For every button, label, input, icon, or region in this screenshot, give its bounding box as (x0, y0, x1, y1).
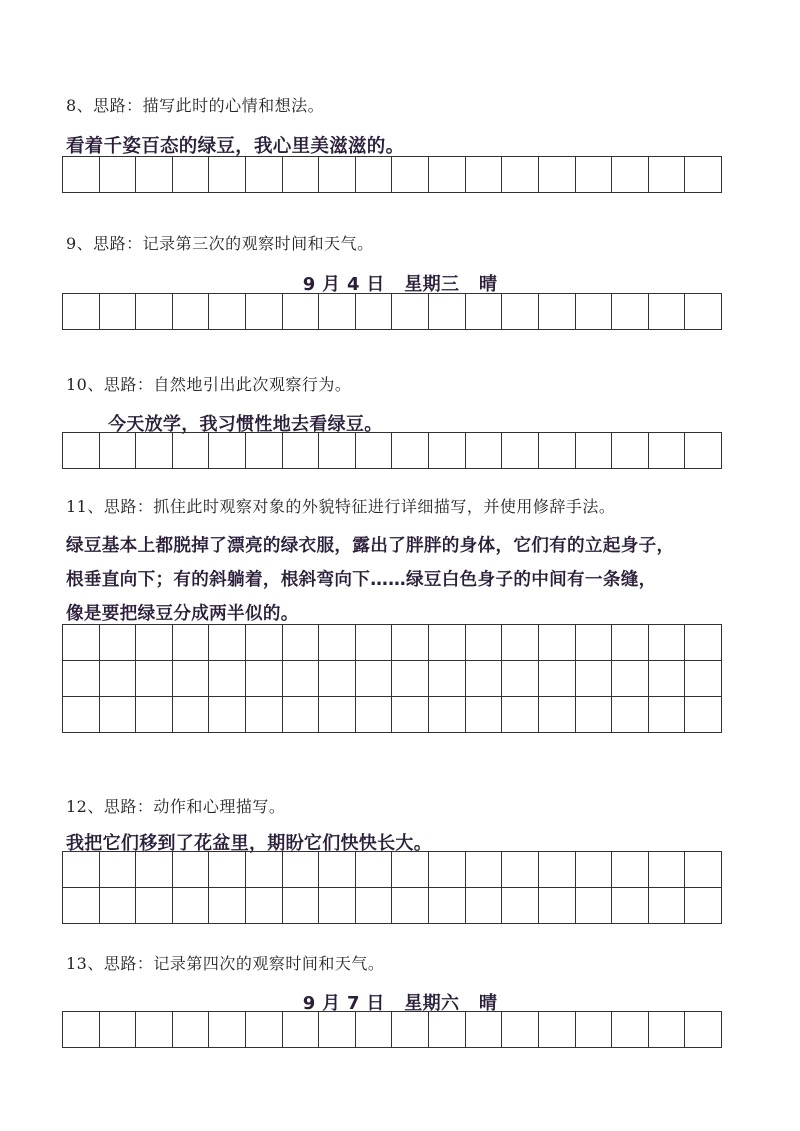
grid-cell[interactable] (392, 433, 429, 469)
grid-cell[interactable] (576, 294, 613, 330)
grid-cell[interactable] (136, 852, 173, 888)
prompt-9: 9、思路：记录第三次的观察时间和天气。 (66, 234, 374, 253)
writing-grid-13[interactable] (62, 1011, 722, 1048)
grid-cell[interactable] (539, 625, 576, 661)
grid-cell[interactable] (356, 625, 393, 661)
writing-grid-12[interactable] (62, 851, 722, 924)
grid-cell[interactable] (173, 625, 210, 661)
grid-cell[interactable] (649, 625, 686, 661)
grid-cell[interactable] (612, 852, 649, 888)
grid-cell[interactable] (356, 888, 393, 924)
grid-cell[interactable] (246, 852, 283, 888)
grid-cell[interactable] (319, 852, 356, 888)
grid-cell[interactable] (356, 852, 393, 888)
grid-cell[interactable] (502, 157, 539, 193)
grid-cell[interactable] (612, 888, 649, 924)
grid-cell[interactable] (100, 294, 137, 330)
grid-cell[interactable] (63, 661, 100, 697)
grid-cell[interactable] (466, 888, 503, 924)
grid-cell[interactable] (466, 433, 503, 469)
grid-cell[interactable] (502, 294, 539, 330)
grid-cell[interactable] (173, 852, 210, 888)
grid-cell[interactable] (173, 1012, 210, 1048)
grid-cell[interactable] (173, 697, 210, 733)
grid-cell[interactable] (173, 294, 210, 330)
grid-cell[interactable] (502, 625, 539, 661)
grid-cell[interactable] (685, 157, 722, 193)
grid-cell[interactable] (319, 294, 356, 330)
grid-cell[interactable] (649, 661, 686, 697)
grid-cell[interactable] (612, 1012, 649, 1048)
grid-cell[interactable] (173, 157, 210, 193)
grid-cell[interactable] (283, 697, 320, 733)
grid-cell[interactable] (319, 697, 356, 733)
grid-cell[interactable] (63, 433, 100, 469)
answer-12: 我把它们移到了花盆里，期盼它们快快长大。 (66, 833, 432, 854)
grid-cell[interactable] (392, 852, 429, 888)
writing-grid-10[interactable] (62, 432, 722, 469)
grid-cell[interactable] (283, 157, 320, 193)
grid-cell[interactable] (429, 661, 466, 697)
grid-cell[interactable] (466, 697, 503, 733)
grid-cell[interactable] (319, 661, 356, 697)
grid-cell[interactable] (502, 697, 539, 733)
grid-cell[interactable] (685, 294, 722, 330)
grid-cell[interactable] (283, 661, 320, 697)
grid-cell[interactable] (649, 697, 686, 733)
answer-10: 今天放学，我习惯性地去看绿豆。 (108, 414, 383, 435)
grid-cell[interactable] (283, 888, 320, 924)
grid-cell[interactable] (100, 1012, 137, 1048)
grid-cell[interactable] (466, 625, 503, 661)
grid-cell[interactable] (392, 625, 429, 661)
grid-cell[interactable] (649, 852, 686, 888)
grid-cell[interactable] (466, 1012, 503, 1048)
grid-cell[interactable] (209, 625, 246, 661)
grid-cell[interactable] (173, 433, 210, 469)
grid-cell[interactable] (392, 1012, 429, 1048)
grid-cell[interactable] (502, 433, 539, 469)
grid-cell[interactable] (136, 661, 173, 697)
grid-cell[interactable] (136, 433, 173, 469)
grid-cell[interactable] (576, 888, 613, 924)
grid-cell[interactable] (539, 852, 576, 888)
grid-cell[interactable] (136, 888, 173, 924)
grid-cell[interactable] (466, 661, 503, 697)
grid-cell[interactable] (539, 697, 576, 733)
grid-cell[interactable] (685, 433, 722, 469)
grid-cell[interactable] (466, 157, 503, 193)
grid-cell[interactable] (136, 697, 173, 733)
grid-cell[interactable] (539, 294, 576, 330)
grid-cell[interactable] (246, 888, 283, 924)
writing-grid-11[interactable] (62, 624, 722, 733)
grid-cell[interactable] (649, 157, 686, 193)
grid-cell[interactable] (685, 852, 722, 888)
answer-13-date: 9 月 7 日 星期六 晴 (302, 993, 498, 1014)
grid-cell[interactable] (392, 294, 429, 330)
grid-cell[interactable] (539, 661, 576, 697)
prompt-12: 12、思路：动作和心理描写。 (66, 797, 286, 816)
grid-cell[interactable] (246, 1012, 283, 1048)
grid-cell[interactable] (209, 888, 246, 924)
prompt-11: 11、思路：抓住此时观察对象的外貌特征进行详细描写，并使用修辞手法。 (66, 497, 616, 516)
grid-cell[interactable] (539, 157, 576, 193)
grid-cell[interactable] (100, 433, 137, 469)
grid-cell[interactable] (100, 888, 137, 924)
grid-cell[interactable] (429, 294, 466, 330)
prompt-13: 13、思路：记录第四次的观察时间和天气。 (66, 954, 385, 973)
grid-cell[interactable] (283, 433, 320, 469)
grid-cell[interactable] (612, 697, 649, 733)
grid-cell[interactable] (319, 157, 356, 193)
grid-cell[interactable] (429, 697, 466, 733)
grid-cell[interactable] (502, 888, 539, 924)
grid-cell[interactable] (209, 433, 246, 469)
grid-cell[interactable] (576, 661, 613, 697)
grid-cell[interactable] (612, 433, 649, 469)
grid-cell[interactable] (502, 1012, 539, 1048)
grid-cell[interactable] (429, 433, 466, 469)
grid-cell[interactable] (283, 1012, 320, 1048)
grid-cell[interactable] (356, 433, 393, 469)
answer-8: 看着千姿百态的绿豆，我心里美滋滋的。 (66, 136, 405, 157)
grid-cell[interactable] (319, 625, 356, 661)
grid-cell[interactable] (63, 625, 100, 661)
grid-cell[interactable] (246, 697, 283, 733)
grid-cell[interactable] (100, 625, 137, 661)
grid-cell[interactable] (209, 294, 246, 330)
grid-cell[interactable] (283, 294, 320, 330)
grid-cell[interactable] (685, 625, 722, 661)
grid-cell[interactable] (612, 661, 649, 697)
grid-cell[interactable] (136, 294, 173, 330)
grid-cell[interactable] (356, 661, 393, 697)
grid-cell[interactable] (246, 661, 283, 697)
grid-cell[interactable] (63, 888, 100, 924)
grid-cell[interactable] (100, 852, 137, 888)
grid-cell[interactable] (576, 157, 613, 193)
grid-cell[interactable] (685, 888, 722, 924)
grid-cell[interactable] (136, 625, 173, 661)
grid-cell[interactable] (576, 625, 613, 661)
grid-cell[interactable] (63, 294, 100, 330)
grid-cell[interactable] (649, 888, 686, 924)
grid-cell[interactable] (283, 852, 320, 888)
grid-cell[interactable] (356, 697, 393, 733)
grid-cell[interactable] (685, 697, 722, 733)
grid-cell[interactable] (209, 697, 246, 733)
prompt-10: 10、思路：自然地引出此次观察行为。 (66, 375, 352, 394)
grid-cell[interactable] (576, 852, 613, 888)
grid-cell[interactable] (612, 294, 649, 330)
grid-cell[interactable] (209, 661, 246, 697)
grid-cell[interactable] (356, 157, 393, 193)
grid-cell[interactable] (246, 433, 283, 469)
grid-cell[interactable] (649, 294, 686, 330)
grid-cell[interactable] (539, 888, 576, 924)
writing-grid-8[interactable] (62, 156, 722, 193)
grid-cell[interactable] (576, 1012, 613, 1048)
grid-cell[interactable] (63, 157, 100, 193)
grid-cell[interactable] (392, 888, 429, 924)
grid-cell[interactable] (319, 1012, 356, 1048)
grid-cell[interactable] (429, 1012, 466, 1048)
grid-cell[interactable] (63, 1012, 100, 1048)
grid-cell[interactable] (612, 157, 649, 193)
grid-cell[interactable] (246, 157, 283, 193)
grid-cell[interactable] (612, 625, 649, 661)
grid-cell[interactable] (539, 433, 576, 469)
grid-cell[interactable] (502, 661, 539, 697)
answer-11-line-1: 绿豆基本上都脱掉了漂亮的绿衣服，露出了胖胖的身体，它们有的立起身子， (66, 536, 675, 556)
grid-cell[interactable] (685, 661, 722, 697)
answer-11-line-3: 像是要把绿豆分成两半似的。 (66, 604, 299, 624)
grid-cell[interactable] (392, 697, 429, 733)
grid-cell[interactable] (429, 625, 466, 661)
grid-cell[interactable] (100, 157, 137, 193)
grid-cell[interactable] (136, 1012, 173, 1048)
grid-cell[interactable] (466, 294, 503, 330)
grid-cell[interactable] (63, 852, 100, 888)
answer-11-line-2: 根垂直向下；有的斜躺着，根斜弯向下……绿豆白色身子的中间有一条缝， (66, 570, 657, 590)
grid-cell[interactable] (319, 888, 356, 924)
grid-cell[interactable] (173, 661, 210, 697)
grid-cell[interactable] (392, 661, 429, 697)
grid-cell[interactable] (429, 888, 466, 924)
grid-cell[interactable] (209, 157, 246, 193)
grid-cell[interactable] (209, 852, 246, 888)
grid-cell[interactable] (100, 697, 137, 733)
grid-cell[interactable] (502, 852, 539, 888)
grid-cell[interactable] (173, 888, 210, 924)
grid-cell[interactable] (209, 1012, 246, 1048)
grid-cell[interactable] (466, 852, 503, 888)
grid-cell[interactable] (63, 697, 100, 733)
grid-cell[interactable] (649, 1012, 686, 1048)
grid-cell[interactable] (649, 433, 686, 469)
grid-cell[interactable] (100, 661, 137, 697)
grid-cell[interactable] (246, 625, 283, 661)
grid-cell[interactable] (246, 294, 283, 330)
grid-cell[interactable] (429, 157, 466, 193)
grid-cell[interactable] (319, 433, 356, 469)
grid-cell[interactable] (356, 294, 393, 330)
grid-cell[interactable] (392, 157, 429, 193)
answer-9-date: 9 月 4 日 星期三 晴 (302, 274, 498, 295)
grid-cell[interactable] (576, 697, 613, 733)
grid-cell[interactable] (539, 1012, 576, 1048)
grid-cell[interactable] (429, 852, 466, 888)
grid-cell[interactable] (136, 157, 173, 193)
prompt-8: 8、思路：描写此时的心情和想法。 (66, 96, 325, 115)
grid-cell[interactable] (576, 433, 613, 469)
writing-grid-9[interactable] (62, 293, 722, 330)
grid-cell[interactable] (283, 625, 320, 661)
grid-cell[interactable] (356, 1012, 393, 1048)
grid-cell[interactable] (685, 1012, 722, 1048)
